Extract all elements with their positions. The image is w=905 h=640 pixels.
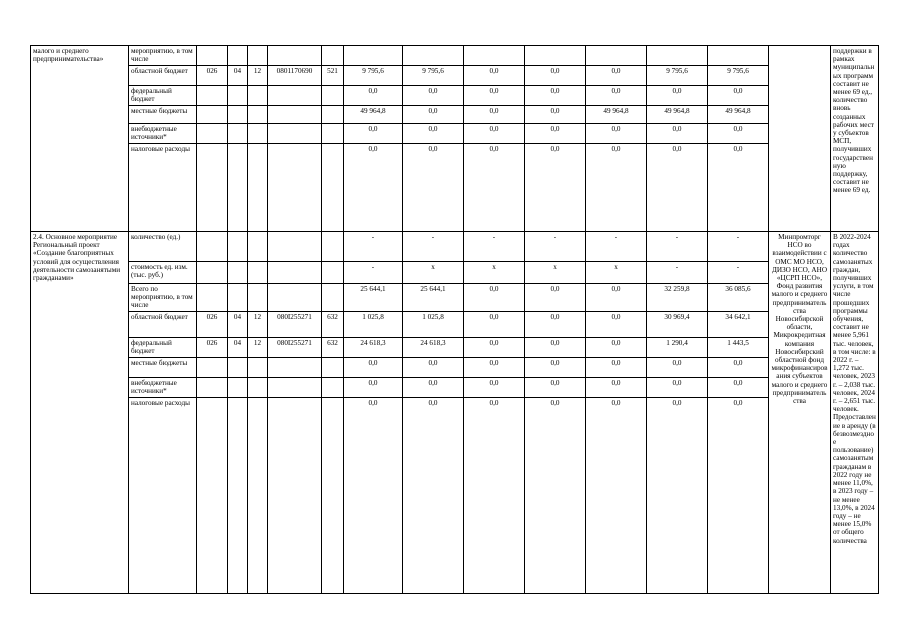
value-cell-v7: 49 964,8: [708, 106, 769, 124]
value-cell-v1: 24 618,3: [344, 337, 403, 357]
value-cell-v3: 0,0: [464, 357, 525, 377]
value-cell-v1: 49 964,8: [344, 106, 403, 124]
value-cell-vr: 632: [322, 337, 344, 357]
value-cell-v4: -: [525, 232, 586, 262]
value-cell-v7: 1 443,5: [708, 337, 769, 357]
value-cell-v3: 0,0: [464, 311, 525, 337]
table-row: [31, 144, 879, 232]
value-cell-grbs: 026: [197, 337, 228, 357]
value-cell-v5: 0,0: [586, 124, 647, 144]
value-cell-v4: 0,0: [525, 106, 586, 124]
expected-result-cell: В 2022-2024 годах количество самозанятых граждан, получивших услуги, в том числе прошедших программы обучения, составит не менее 5,961 тыс. человек, в том числе: в 2022 г. – 1,272 тыс. человек, 2023 г. – 2,038 тыс. человек, 2024 г. – 2,651 тыс. человек. Предоставление в аренду (в безвозмездное пользование) самозанятым гражданам в 2022 году не менее 11,0%, в 2023 году – не менее 13,0%, в 2024 году – не менее 15,0% от общего количества: [831, 232, 879, 594]
value-cell-rz: [228, 144, 248, 232]
value-cell-grbs: [197, 357, 228, 377]
value-cell-pr: 12: [248, 311, 268, 337]
value-cell-vr: [322, 144, 344, 232]
table-row: [31, 66, 879, 86]
value-cell-v6: [647, 46, 708, 66]
value-cell-v5: 0,0: [586, 311, 647, 337]
value-cell-v5: 0,0: [586, 377, 647, 397]
value-cell-v2: 0,0: [403, 357, 464, 377]
value-cell-v3: 0,0: [464, 106, 525, 124]
value-cell-v7: 0,0: [708, 397, 769, 593]
value-cell-csr: [268, 284, 322, 312]
value-cell-v7: 0,0: [708, 124, 769, 144]
value-cell-v7: 0,0: [708, 357, 769, 377]
value-cell-v3: 0,0: [464, 66, 525, 86]
value-cell-v6: 49 964,8: [647, 106, 708, 124]
table-row: [31, 357, 879, 377]
value-cell-v2: 25 644,1: [403, 284, 464, 312]
value-cell-v3: 0,0: [464, 337, 525, 357]
value-cell-v5: 49 964,8: [586, 106, 647, 124]
executor-cell: Минпромторг НСО во взаимодействии с ОМС МО НСО, ДИЗО НСО, АНО «ЦСРП НСО», Фонд развития малого и среднего предпринимательства Новосибирской области, Микрокредитная компания Новосибирский областной фонд микрофинансирования субъектов малого и среднего предпринимательства: [769, 232, 831, 594]
value-cell-rz: 04: [228, 337, 248, 357]
table-row: [31, 377, 879, 397]
value-cell-rz: [228, 232, 248, 262]
value-cell-pr: 12: [248, 337, 268, 357]
value-cell-v5: 0,0: [586, 337, 647, 357]
value-cell-v2: 0,0: [403, 144, 464, 232]
value-cell-vr: 632: [322, 311, 344, 337]
value-cell-v5: х: [586, 262, 647, 284]
value-cell-v5: 0,0: [586, 144, 647, 232]
value-cell-v5: 0,0: [586, 397, 647, 593]
value-cell-v5: 0,0: [586, 66, 647, 86]
value-cell-v7: -: [708, 232, 769, 262]
value-cell-v2: 1 025,8: [403, 311, 464, 337]
value-cell-v4: 0,0: [525, 284, 586, 312]
value-cell-v6: 30 969,4: [647, 311, 708, 337]
value-cell-pr: [248, 46, 268, 66]
table-row: [31, 86, 879, 106]
value-cell-v6: 0,0: [647, 86, 708, 106]
source-label-cell: областной бюджет: [129, 311, 197, 337]
value-cell-grbs: 026: [197, 311, 228, 337]
value-cell-v1: [344, 46, 403, 66]
value-cell-v3: 0,0: [464, 284, 525, 312]
value-cell-vr: [322, 46, 344, 66]
source-label-cell: количество (ед.): [129, 232, 197, 262]
value-cell-v6: 32 259,8: [647, 284, 708, 312]
value-cell-v6: 0,0: [647, 144, 708, 232]
value-cell-v5: 0,0: [586, 357, 647, 377]
table-row: [31, 337, 879, 357]
value-cell-rz: [228, 124, 248, 144]
value-cell-v2: 0,0: [403, 397, 464, 593]
source-label-cell: местные бюджеты: [129, 357, 197, 377]
value-cell-vr: [322, 262, 344, 284]
source-label-cell: федеральный бюджет: [129, 337, 197, 357]
value-cell-rz: [228, 357, 248, 377]
value-cell-v7: 0,0: [708, 144, 769, 232]
source-label-cell: налоговые расходы: [129, 144, 197, 232]
value-cell-v2: 0,0: [403, 106, 464, 124]
value-cell-v1: 1 025,8: [344, 311, 403, 337]
value-cell-v6: -: [647, 232, 708, 262]
value-cell-csr: [268, 106, 322, 124]
value-cell-v2: х: [403, 262, 464, 284]
value-cell-v1: 0,0: [344, 357, 403, 377]
value-cell-pr: [248, 262, 268, 284]
value-cell-csr: [268, 144, 322, 232]
value-cell-pr: [248, 124, 268, 144]
value-cell-csr: [268, 262, 322, 284]
value-cell-pr: [248, 106, 268, 124]
value-cell-v2: [403, 46, 464, 66]
value-cell-rz: [228, 377, 248, 397]
value-cell-v5: [586, 46, 647, 66]
table-row: [31, 284, 879, 312]
value-cell-csr: [268, 377, 322, 397]
value-cell-rz: [228, 284, 248, 312]
value-cell-pr: [248, 377, 268, 397]
table-row: [31, 262, 879, 284]
expected-result-cell: поддержки в рамках муниципальных программ составит не менее 69 ед., количество вновь созданных рабочих мест у субъектов МСП, получивших государственную поддержку, составит не менее 69 ед.: [831, 46, 879, 232]
value-cell-v5: 0,0: [586, 284, 647, 312]
value-cell-grbs: [197, 124, 228, 144]
value-cell-v6: 0,0: [647, 357, 708, 377]
value-cell-vr: [322, 377, 344, 397]
source-label-cell: местные бюджеты: [129, 106, 197, 124]
value-cell-pr: [248, 357, 268, 377]
table-row: [31, 106, 879, 124]
value-cell-rz: [228, 106, 248, 124]
value-cell-v7: 9 795,6: [708, 66, 769, 86]
value-cell-rz: [228, 86, 248, 106]
value-cell-v2: 9 795,6: [403, 66, 464, 86]
value-cell-grbs: [197, 86, 228, 106]
value-cell-v4: [525, 46, 586, 66]
value-cell-csr: 080I255271: [268, 337, 322, 357]
value-cell-csr: [268, 232, 322, 262]
value-cell-csr: [268, 124, 322, 144]
program-table: [30, 45, 879, 594]
table-row: [31, 311, 879, 337]
value-cell-v3: 0,0: [464, 86, 525, 106]
value-cell-v1: 9 795,6: [344, 66, 403, 86]
value-cell-v6: 0,0: [647, 377, 708, 397]
value-cell-v4: 0,0: [525, 397, 586, 593]
value-cell-v7: -: [708, 262, 769, 284]
value-cell-vr: 521: [322, 66, 344, 86]
value-cell-v4: х: [525, 262, 586, 284]
value-cell-v7: 0,0: [708, 86, 769, 106]
value-cell-csr: [268, 397, 322, 593]
source-label-cell: федеральный бюджет: [129, 86, 197, 106]
value-cell-v2: 24 618,3: [403, 337, 464, 357]
value-cell-v7: 0,0: [708, 377, 769, 397]
source-label-cell: внебюджетные источники*: [129, 377, 197, 397]
value-cell-v3: [464, 46, 525, 66]
value-cell-v4: 0,0: [525, 377, 586, 397]
value-cell-v1: 0,0: [344, 377, 403, 397]
value-cell-v7: [708, 46, 769, 66]
value-cell-grbs: [197, 106, 228, 124]
value-cell-v1: 0,0: [344, 124, 403, 144]
value-cell-v5: -: [586, 232, 647, 262]
value-cell-v6: 1 290,4: [647, 337, 708, 357]
value-cell-pr: 12: [248, 66, 268, 86]
value-cell-grbs: [197, 377, 228, 397]
value-cell-grbs: [197, 397, 228, 593]
value-cell-v4: 0,0: [525, 311, 586, 337]
value-cell-v2: -: [403, 232, 464, 262]
value-cell-v3: 0,0: [464, 377, 525, 397]
value-cell-csr: 0801170690: [268, 66, 322, 86]
value-cell-v1: -: [344, 262, 403, 284]
value-cell-v3: 0,0: [464, 144, 525, 232]
value-cell-csr: [268, 86, 322, 106]
value-cell-v7: 36 085,6: [708, 284, 769, 312]
value-cell-vr: [322, 284, 344, 312]
value-cell-vr: [322, 124, 344, 144]
value-cell-v6: -: [647, 262, 708, 284]
table-row: [31, 397, 879, 593]
value-cell-pr: [248, 232, 268, 262]
value-cell-csr: 080I255271: [268, 311, 322, 337]
value-cell-csr: [268, 357, 322, 377]
value-cell-v2: 0,0: [403, 377, 464, 397]
source-label-cell: стоимость ед. изм. (тыс. руб.): [129, 262, 197, 284]
value-cell-v3: х: [464, 262, 525, 284]
value-cell-v1: 0,0: [344, 144, 403, 232]
source-label-cell: внебюджетные источники*: [129, 124, 197, 144]
source-label-cell: мероприятию, в том числе: [129, 46, 197, 66]
value-cell-v3: 0,0: [464, 397, 525, 593]
value-cell-grbs: [197, 232, 228, 262]
value-cell-v4: 0,0: [525, 144, 586, 232]
value-cell-grbs: [197, 284, 228, 312]
value-cell-v4: 0,0: [525, 337, 586, 357]
value-cell-pr: [248, 284, 268, 312]
value-cell-v6: 0,0: [647, 124, 708, 144]
value-cell-grbs: [197, 144, 228, 232]
source-label-cell: налоговые расходы: [129, 397, 197, 593]
value-cell-v2: 0,0: [403, 124, 464, 144]
value-cell-v1: 0,0: [344, 86, 403, 106]
value-cell-vr: [322, 86, 344, 106]
value-cell-rz: [228, 46, 248, 66]
value-cell-v6: 9 795,6: [647, 66, 708, 86]
value-cell-pr: [248, 86, 268, 106]
value-cell-v1: -: [344, 232, 403, 262]
value-cell-pr: [248, 397, 268, 593]
value-cell-rz: 04: [228, 66, 248, 86]
value-cell-pr: [248, 144, 268, 232]
source-label-cell: областной бюджет: [129, 66, 197, 86]
value-cell-vr: [322, 232, 344, 262]
executor-cell: [769, 46, 831, 232]
table-row: [31, 46, 879, 66]
value-cell-csr: [268, 46, 322, 66]
value-cell-vr: [322, 397, 344, 593]
value-cell-vr: [322, 106, 344, 124]
table-row: [31, 124, 879, 144]
value-cell-v3: 0,0: [464, 124, 525, 144]
source-label-cell: Всего по мероприятию, в том числе: [129, 284, 197, 312]
value-cell-grbs: [197, 46, 228, 66]
value-cell-v4: 0,0: [525, 86, 586, 106]
value-cell-v6: 0,0: [647, 397, 708, 593]
value-cell-grbs: [197, 262, 228, 284]
value-cell-grbs: 026: [197, 66, 228, 86]
value-cell-v5: 0,0: [586, 86, 647, 106]
value-cell-v4: 0,0: [525, 124, 586, 144]
value-cell-v2: 0,0: [403, 86, 464, 106]
value-cell-rz: [228, 262, 248, 284]
value-cell-vr: [322, 357, 344, 377]
table-row: [31, 232, 879, 262]
value-cell-v1: 0,0: [344, 397, 403, 593]
value-cell-rz: [228, 397, 248, 593]
value-cell-v4: 0,0: [525, 66, 586, 86]
value-cell-v1: 25 644,1: [344, 284, 403, 312]
value-cell-v7: 34 642,1: [708, 311, 769, 337]
value-cell-v4: 0,0: [525, 357, 586, 377]
value-cell-rz: 04: [228, 311, 248, 337]
value-cell-v3: -: [464, 232, 525, 262]
activity-name-cell: малого и среднего предпринимательства»: [31, 46, 129, 232]
activity-name-cell: 2.4. Основное мероприятие Региональный проект «Создание благоприятных условий для осуществления деятельности самозанятыми гражданами»: [31, 232, 129, 594]
